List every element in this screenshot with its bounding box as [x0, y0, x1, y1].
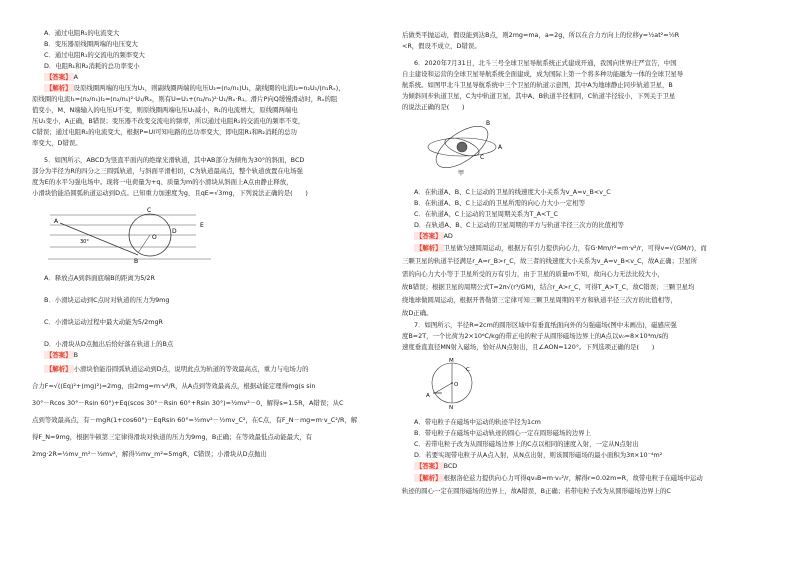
q6-stem — [402, 58, 762, 113]
q6-options — [414, 187, 762, 231]
answer-tag: 【答案】 — [416, 232, 442, 240]
label-m: M — [449, 358, 454, 364]
q4-analysis-line-6: 率变大，D错误。 — [32, 139, 82, 147]
orbit-label-a: A — [498, 144, 503, 151]
q4-option-b: B．变压器原线圈两端的电压变大 — [44, 40, 138, 48]
label-e: E — [200, 222, 204, 229]
q4-option-c: C．通过电阻R₁的交流电的频率变大 — [44, 51, 145, 59]
q5-analysis-line-4: 点到等效最高点，有－mgR(1+cos60°)－EqRsin 60°=½mv²－½mv_C²，在C点，有F_N－mg=m·v_C²/R，解 — [32, 416, 358, 424]
q7-stem — [402, 320, 762, 353]
q6-analysis-line-2: 三颗卫星的轨道半径满足r_A=r_B>r_C，故三者的线速度大小关系为v_A=v_B<v_C，故A正确；卫星所 — [402, 257, 698, 265]
q5-option-c: C．小滑块运动过程中最大动能为5/2mgR — [44, 318, 163, 326]
q7-option-a: A．带电粒子在磁场中运动的轨迹半径为1cm — [414, 418, 541, 426]
label-o: O — [454, 382, 459, 388]
right-column — [402, 30, 762, 498]
q5-stem — [32, 155, 392, 199]
q6-option-c: C．在轨道A、C上运动的卫星周期关系为T_A<T_C — [414, 210, 558, 218]
q5-stem-line-3: 度为E的水平匀强电场中。现将一电荷量为+q、质量为m的小滑块从斜面上A点由静止释放， — [32, 178, 293, 186]
q6-answer-line — [402, 231, 762, 242]
answer-tag: 【答案】 — [46, 73, 72, 81]
q6-analysis-line-5: 绕地球做圆周运动，根据开普勒第三定律可知三颗卫星周期的平方和轨道半径三次方的比值相等， — [402, 296, 677, 304]
q4-analysis-line-1: 【解析】 设原线圈两端的电压为U₁，则副线圈两端的电压U₂=(n₂/n₁)U₁，副线圈的电流I₂=n₂U₁/(n₁Rₓ)， — [46, 84, 345, 92]
q5-analysis-line-6: 2mg·2R=½mv_m²－½mv²，解得½mv_m²=5mgR，C错误；小滑块从D点抛出 — [32, 450, 267, 458]
orbit-label-b: B — [486, 120, 491, 127]
q4-analysis-line-3: 值变小，M、N端输入的电压U不变，则原线圈两端电压U₁减小，R₁的电流增大，原线圈两端电 — [32, 106, 298, 114]
label-c: C — [147, 207, 152, 214]
q7-stem-line-3: 速度垂直直径MN射入磁场，恰好从N点射出，且∠AON=120°。下列选项正确的是( ) — [402, 343, 655, 351]
q5-analysis-line-2: 合力F=√((Eq)²+(mg)²)=2mg，由2mg=m·v²/R，从A点到等效最高点，根据动能定理得mg(s sin — [32, 382, 316, 390]
q4-analysis-line-5: C错误；通过电阻R₁的电流变大，根据P=UI可知电路的总功率变大，即电阻R₁和R₂消耗的总功 — [32, 128, 297, 136]
q7-stem-line-1: 7．如图所示，半径R=2cm的圆形区域中有垂直纸面向外的匀强磁场(图中未画出)，磁感应强 — [414, 321, 677, 329]
q7-option-c: C．若带电粒子改为从圆形磁场边界上的C点以相同的速度入射，一定从N点射出 — [414, 440, 639, 448]
q5-options — [44, 273, 392, 350]
q5-answer: B — [73, 351, 78, 359]
left-column — [32, 28, 392, 463]
q5-option-b: B．小滑块运动到C点时对轨道的压力为9mg — [44, 296, 170, 304]
magnetic-field-circle-diagram — [418, 357, 488, 409]
q4-option-d: D．电阻R₁和R₂消耗的总功率变小 — [44, 62, 140, 70]
q4-answer-line — [32, 72, 392, 83]
center-dot — [451, 382, 453, 384]
q5-analysis-line-5: 得F_N=9mg，根据牛顿第三定律得滑块对轨道的压力为9mg，B正确；在等效最低点动能最大，有 — [32, 433, 313, 441]
label-n: N — [449, 405, 454, 409]
label-angle: 30° — [80, 239, 89, 245]
q7-answer-line — [402, 461, 762, 472]
q4-options — [44, 28, 392, 72]
label-c: C — [466, 367, 470, 373]
q7-analysis-line-2: 轨迹的圆心一定在圆形磁场的边界上，故A错误，B正确；若带电粒子改为从圆形磁场边界上的C — [402, 487, 671, 495]
analysis-tag: 【解析】 — [416, 244, 442, 252]
incline-ab — [60, 223, 138, 255]
label-a: A — [426, 393, 430, 399]
analysis-tag: 【解析】 — [46, 84, 72, 92]
q4-option-a: A．通过电阻R₁的电流变大 — [44, 29, 120, 37]
q5-figure — [46, 203, 392, 269]
q4-analysis-line-2: 原线圈的电流I₁=(n₂/n₁)I₂=(n₂/n₁)²·U₁/Rₓ，则有U=U₁+(n₂/n₁)²·U₁/Rₓ·R₁。滑片P向Q缓慢滑动时，Rₓ的阻 — [32, 95, 338, 103]
q6-analysis-line-4: 故B错误；根据卫星的周期公式T=2π√(r³/GM)，结合r_A>r_C，可得T_A>T_C，故C错误；三颗卫星均 — [402, 283, 695, 291]
q7-stem-line-2: 度B=2T，一个比荷为2×10⁶C/kg的带正电的粒子从圆形磁场边界上的A点以v₀=8×10⁴m/s的 — [402, 332, 669, 340]
q6-stem-line-2: 自主建设和运营的全球卫星导航系统全面建成，成为国际上第一个将多种功能融为一体的全球卫星导 — [402, 70, 684, 78]
q5-option-d: D．小滑块从D点抛出后恰好落在轨道上的B点 — [44, 340, 174, 348]
q6-figure — [422, 117, 762, 183]
q7-answer: BCD — [443, 462, 458, 470]
q6-analysis-line-1: 【解析】 卫星做匀速圆周运动，根据万有引力提供向心力，有G·Mm/r²=m·v²/r，可得v=√(GM/r)，而 — [416, 244, 707, 252]
q6-analysis-line-3: 需的向心力大小等于卫星所受的万有引力，由于卫星的质量m不知，故向心力无法比较大小， — [402, 270, 664, 278]
figure-label: 甲 — [458, 170, 465, 177]
radius-oa — [435, 383, 452, 393]
q5-analysis — [32, 361, 392, 463]
earth — [457, 142, 467, 152]
satellite-orbit-diagram — [422, 117, 542, 179]
q7-options — [414, 417, 762, 461]
q6-option-d: D．在轨道A、B、C上运动的卫星周期的平方与轨道半径三次方的比值相等 — [414, 221, 624, 229]
q6-analysis — [402, 242, 762, 320]
q5-analysis-line-3: 30°－Rcos 30°－Rsin 60°)+Eq(scos 30°－Rsin 60°+Rsin 30°)=½mv²－0，解得s=1.5R，A错误；从C — [32, 399, 344, 407]
q6-stem-line-3: 航系统。如图甲北斗卫星导航系统中三个卫星的轨道示意图，其中A为地球静止同步轨道卫星，B — [402, 81, 673, 89]
answer-tag: 【答案】 — [46, 351, 72, 359]
q6-answer: AD — [443, 232, 453, 240]
q6-stem-line-4: 为倾斜同步轨道卫星，C为中轨道卫星，其中A、B轨道半径相同，C轨道半径较小，下列关于卫星 — [402, 92, 676, 100]
q5-stem-line-4: 小滑块恰能沿圆弧轨道运动到D点。已知重力加速度为g，且qE=√3mg，下列说法正确的是( ) — [32, 189, 308, 197]
q6-stem-line-1: 6．2020年7月31日，北斗三号全球卫星导航系统正式建成开通，我国向世界庄严宣告，中国 — [414, 59, 677, 67]
q7-option-d: D．若要实现带电粒子从A点入射，从N点出射，则该圆形磁场的最小面积为3π×10⁻⁴m² — [414, 451, 663, 459]
q7-analysis — [402, 472, 762, 498]
incline-loop-diagram — [46, 203, 216, 265]
q6-stem-line-5: 的说法正确的是( ) — [402, 103, 465, 111]
radius-line — [138, 235, 150, 253]
q5-continuation — [402, 30, 762, 52]
q6-option-a: A．在轨道A、B、C上运动的卫星的线速度大小关系为v_A=v_B<v_C — [414, 188, 611, 196]
q5-stem-line-2: 部分为半径为R的四分之三圆弧轨道，与斜面平滑相切，C为轨道最高点，整个轨道放置在电场强 — [32, 167, 303, 175]
q5-option-a: A．释放点A到斜面底端B的距离为5/2R — [44, 274, 155, 282]
q7-analysis-line-1: 【解析】 根据洛伦兹力提供向心力可得qv₀B=m·v₀²/r，解得r=0.02m=R，故带电粒子在磁场中运动 — [416, 474, 703, 482]
q6-option-b: B．在轨道A、B、C上运动的卫星所需的向心力大小一定相等 — [414, 199, 585, 207]
q5-cont-line-1: 后做类平抛运动，假设能到达B点，则2mg=ma，a=2g，所以在合力方向上的位移y=½at²=½R — [402, 31, 680, 39]
q4-analysis — [32, 83, 392, 149]
label-d: D — [172, 228, 177, 235]
q7-option-b: B．带电粒子在磁场中运动轨迹的圆心一定在圆形磁场的边界上 — [414, 429, 591, 437]
label-b: B — [134, 258, 139, 265]
analysis-tag: 【解析】 — [416, 474, 442, 482]
q7-figure — [418, 357, 762, 413]
q6-analysis-line-6: 故D正确。 — [402, 309, 433, 317]
q5-answer-line — [32, 350, 392, 361]
answer-tag: 【答案】 — [416, 462, 442, 470]
q5-stem-line-1: 5．如图所示，ABCD为竖直平面内的绝缘光滑轨道，其中AB部分为倾角为30°的斜面，BCD — [44, 156, 305, 164]
q5-analysis-line-1: 【解析】 小滑块恰能沿圆弧轨道运动到D点，说明此点为轨道的等效最高点，重力与电场力的 — [46, 365, 309, 373]
q4-answer: A — [73, 73, 78, 81]
q5-cont-line-2: <R，假设不成立，D错误。 — [402, 42, 481, 50]
label-o: O — [152, 234, 157, 241]
label-a: A — [54, 218, 59, 225]
q4-analysis-line-4: 压U₁变小，A正确，B错误；变压器不改变交流电的频率，所以通过电阻R₁的交流电的频率不变， — [32, 117, 305, 125]
orbit-label-c: C — [480, 154, 485, 161]
analysis-tag: 【解析】 — [46, 365, 72, 373]
